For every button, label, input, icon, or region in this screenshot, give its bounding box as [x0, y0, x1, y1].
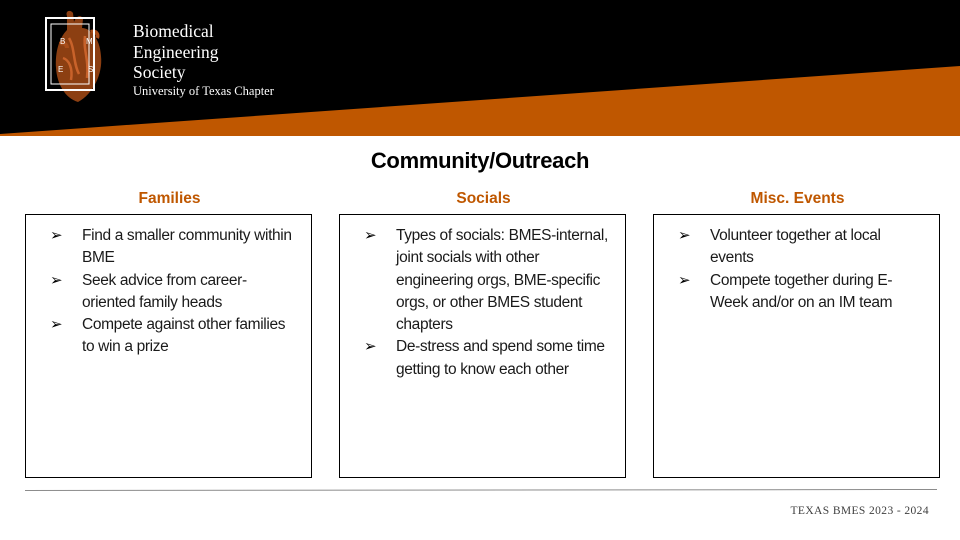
- list-item: [678, 270, 927, 315]
- list-item: [50, 270, 299, 315]
- list-item: [678, 225, 927, 270]
- footer-divider: [25, 489, 937, 491]
- logo-letter-e: E: [58, 65, 64, 74]
- list-item-text: Compete against other families to win a prize: [82, 316, 286, 356]
- families-box: [25, 214, 312, 478]
- list-item-text: Compete together during E-Week and/or on an IM team: [710, 271, 893, 311]
- org-subtitle: University of Texas Chapter: [133, 84, 274, 98]
- arrow-bullet-icon: ➢: [50, 316, 63, 334]
- list-item-text: De-stress and spend some time getting to know each other: [396, 338, 605, 378]
- list-item-text: Types of socials: BMES-internal, joint socials with other engineering orgs, BME-specific orgs, or other BMES student chapters: [396, 227, 608, 334]
- arrow-bullet-icon: ➢: [50, 227, 63, 244]
- list-item-text: Seek advice from career-oriented family heads: [82, 271, 247, 311]
- footer-text: TEXAS BMES 2023 - 2024: [790, 505, 929, 517]
- list-item: [50, 314, 299, 359]
- org-name: [133, 21, 219, 83]
- arrow-bullet-icon: ➢: [364, 338, 377, 356]
- list-item-text: Find a smaller community within BME: [82, 227, 292, 267]
- logo-letter-s: S: [88, 65, 94, 74]
- socials-box: [339, 214, 626, 478]
- families-list: [50, 225, 299, 359]
- org-name-line: Biomedical: [133, 21, 214, 41]
- list-item: [364, 336, 613, 381]
- arrow-bullet-icon: ➢: [50, 271, 63, 289]
- column-heading-socials: Socials: [456, 190, 511, 207]
- socials-list: [364, 225, 613, 381]
- list-item-text: Volunteer together at local events: [710, 227, 881, 267]
- org-name-line: Engineering: [133, 41, 219, 62]
- misc-events-box: [653, 214, 940, 478]
- logo-letter-b: B: [60, 37, 66, 46]
- logo-letter-m: M: [86, 37, 93, 46]
- org-name-line: Society: [133, 62, 186, 82]
- bmes-heart-logo: [43, 8, 111, 105]
- arrow-bullet-icon: ➢: [678, 227, 691, 244]
- arrow-bullet-icon: ➢: [364, 227, 377, 244]
- column-heading-misc-events: Misc. Events: [750, 190, 845, 207]
- misc-events-list: [678, 225, 927, 314]
- slide-title: Community/Outreach: [370, 148, 590, 173]
- arrow-bullet-icon: ➢: [678, 271, 691, 289]
- column-heading-families: Families: [138, 190, 201, 207]
- list-item: [364, 225, 613, 336]
- list-item: [50, 225, 299, 270]
